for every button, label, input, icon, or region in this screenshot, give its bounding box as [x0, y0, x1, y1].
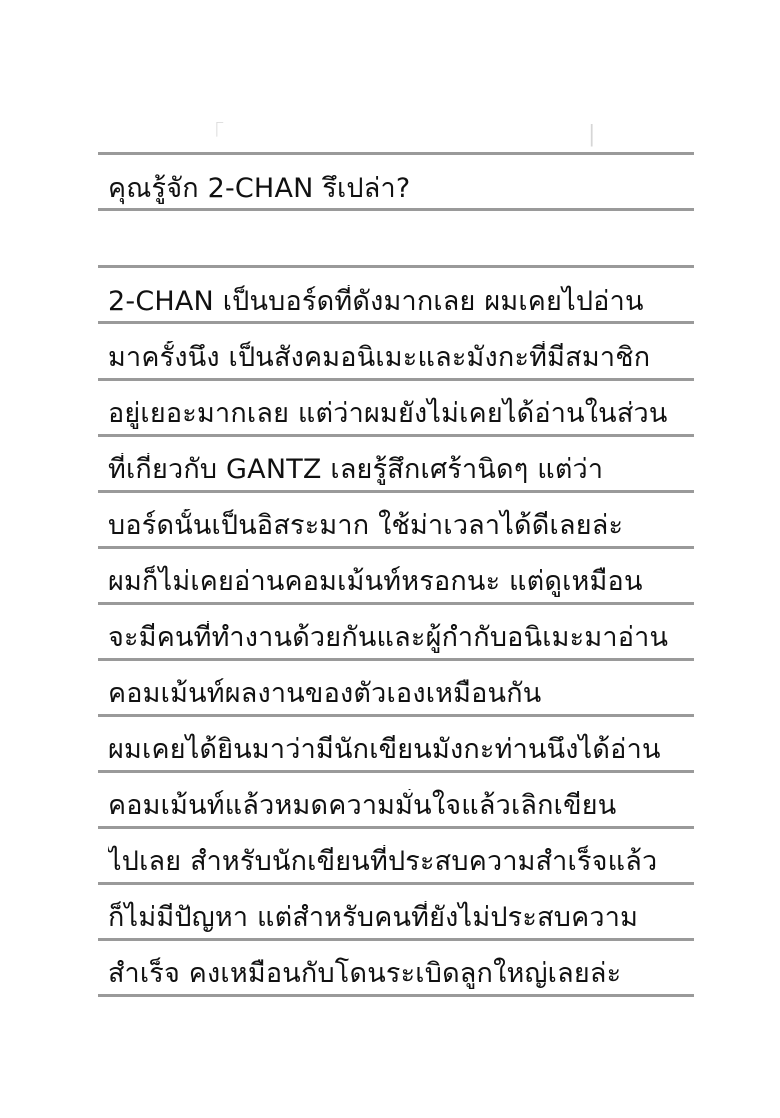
ruled-line	[98, 265, 694, 268]
ruled-line	[98, 434, 694, 437]
paragraph-line: สำเร็จ คงเหมือนกับโดนระเบิดลูกใหญ่เลยล่ะ	[108, 958, 622, 989]
title-line: คุณรู้จัก 2-CHAN รึเปล่า?	[108, 173, 411, 204]
ruled-line	[98, 826, 694, 829]
ruled-line	[98, 994, 694, 997]
bleed-through-mark: 「	[202, 122, 225, 147]
paragraph-line: มาครั้งนึง เป็นสังคมอนิเมะและมังกะที่มีสมาชิก	[108, 342, 651, 373]
paragraph-line: ก็ไม่มีปัญหา แต่สำหรับคนที่ยังไม่ประสบความ	[108, 902, 639, 933]
ruled-line	[98, 208, 694, 211]
ruled-line	[98, 770, 694, 773]
paragraph-line: ไปเลย สำหรับนักเขียนที่ประสบความสำเร็จแล้ว	[108, 846, 658, 877]
ruled-line	[98, 602, 694, 605]
ruled-line	[98, 378, 694, 381]
ruled-line	[98, 938, 694, 941]
ruled-line	[98, 658, 694, 661]
ruled-line	[98, 321, 694, 324]
paragraph-line: บอร์ดนั้นเป็นอิสระมาก ใช้ม่าเวลาได้ดีเลยล่ะ	[108, 510, 624, 541]
bleed-through-mark: |	[588, 122, 596, 147]
paragraph-line: 2-CHAN เป็นบอร์ดที่ดังมากเลย ผมเคยไปอ่าน	[108, 286, 644, 317]
paragraph-line: คอมเม้นท์ผลงานของตัวเองเหมือนกัน	[108, 678, 542, 709]
paragraph-line: คอมเม้นท์แล้วหมดความมั่นใจแล้วเลิกเขียน	[108, 790, 617, 821]
paragraph-line: จะมีคนที่ทำงานด้วยกันและผู้กำกับอนิเมะมาอ่าน	[108, 622, 669, 653]
paragraph-line: ผมเคยได้ยินมาว่ามีนักเขียนมังกะท่านนึงได้อ่าน	[108, 734, 661, 765]
ruled-line	[98, 152, 694, 155]
ruled-line	[98, 714, 694, 717]
paragraph-line: ผมก็ไม่เคยอ่านคอมเม้นท์หรอกนะ แต่ดูเหมือน	[108, 566, 643, 597]
paragraph-line: อยู่เยอะมากเลย แต่ว่าผมยังไม่เคยได้อ่านในส่วน	[108, 398, 668, 429]
paragraph-line: ที่เกี่ยวกับ GANTZ เลยรู้สึกเศร้านิดๆ แต่ว่า	[108, 454, 604, 485]
ruled-line	[98, 882, 694, 885]
ruled-line	[98, 490, 694, 493]
ruled-line	[98, 546, 694, 549]
